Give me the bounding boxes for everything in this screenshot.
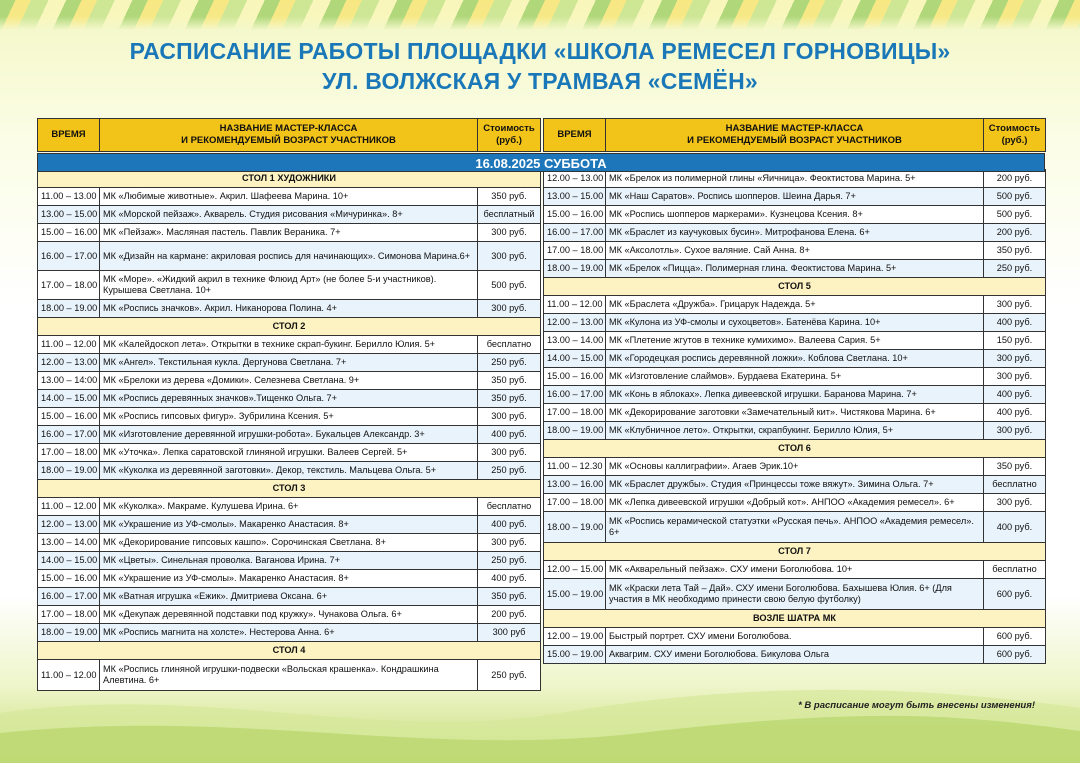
table-row [544, 628, 1046, 646]
table-row [38, 552, 541, 570]
row-cost: 300 руб. [478, 300, 541, 318]
row-class-name: МК «Дизайн на кармане: акриловая роспись для начинающих». Симонова Марина.6+ [100, 242, 478, 271]
section-label: СТОЛ 3 [38, 480, 541, 498]
table-row [544, 386, 1046, 404]
row-class-name: МК «Декорирование гипсовых кашпо». Сорочинская Светлана. 8+ [100, 534, 478, 552]
table-row [38, 390, 541, 408]
title-line-2: УЛ. ВОЛЖСКАЯ У ТРАМВАЯ «СЕМЁН» [322, 68, 758, 94]
page-title [0, 36, 1080, 96]
row-cost: 300 руб. [478, 408, 541, 426]
row-cost: 300 руб. [984, 350, 1046, 368]
row-cost: 350 руб. [478, 188, 541, 206]
row-time: 17.00 – 18.00 [544, 494, 606, 512]
row-class-name: МК «Море». «Жидкий акрил в технике Флюид Арт» (не более 5-и участников). Курышева Светлана. 10+ [100, 271, 478, 300]
row-time: 16.00 – 17.00 [544, 386, 606, 404]
section-row [38, 480, 541, 498]
row-cost: 300 руб. [478, 224, 541, 242]
row-class-name: МК «Куколка». Макраме. Кулушева Ирина. 6+ [100, 498, 478, 516]
section-label: СТОЛ 5 [544, 278, 1046, 296]
row-time: 15.00 – 19.00 [544, 646, 606, 664]
row-cost: 250 руб. [478, 354, 541, 372]
top-decorative-pattern [0, 0, 1080, 30]
table-row [544, 458, 1046, 476]
row-cost: 600 руб. [984, 628, 1046, 646]
row-class-name: МК «Цветы». Синельная проволка. Ваганова Ирина. 7+ [100, 552, 478, 570]
row-class-name: МК «Плетение жгутов в технике кумихимо». Валеева Сария. 5+ [606, 332, 984, 350]
row-time: 14.00 – 15.00 [544, 350, 606, 368]
table-row [544, 476, 1046, 494]
table-row [38, 408, 541, 426]
row-cost: 150 руб. [984, 332, 1046, 350]
row-time: 18.00 – 19.00 [544, 260, 606, 278]
row-class-name: МК «Браслет дружбы». Студия «Принцессы тоже вяжут». Зимина Ольга. 7+ [606, 476, 984, 494]
table-row [38, 372, 541, 390]
row-cost: 300 руб [478, 624, 541, 642]
table-row [38, 242, 541, 271]
section-label: СТОЛ 7 [544, 543, 1046, 561]
row-cost: 500 руб. [984, 188, 1046, 206]
table-row [38, 516, 541, 534]
row-cost: 500 руб. [478, 271, 541, 300]
table-row [38, 300, 541, 318]
row-class-name: МК «Ватная игрушка «Ежик». Дмитриева Оксана. 6+ [100, 588, 478, 606]
row-time: 15.00 – 16.00 [544, 206, 606, 224]
row-class-name: МК «Акварельный пейзаж». СХУ имени Боголюбова. 10+ [606, 561, 984, 579]
row-class-name: Аквагрим. СХУ имени Боголюбова. Бикулова Ольга [606, 646, 984, 664]
row-class-name: МК «Браслет из каучуковых бусин». Митрофанова Елена. 6+ [606, 224, 984, 242]
row-cost: 300 руб. [984, 296, 1046, 314]
table-row [544, 332, 1046, 350]
row-class-name: МК «Конь в яблоках». Лепка дивеевской игрушки. Баранова Марина. 7+ [606, 386, 984, 404]
table-row [38, 606, 541, 624]
row-time: 14.00 – 15.00 [38, 552, 100, 570]
row-time: 12.00 – 13.00 [544, 314, 606, 332]
row-cost: 400 руб. [478, 570, 541, 588]
row-time: 12.00 – 15.00 [544, 561, 606, 579]
row-cost: 400 руб. [984, 314, 1046, 332]
row-cost: 400 руб. [478, 426, 541, 444]
row-cost: 250 руб. [478, 552, 541, 570]
row-time: 15.00 – 16.00 [38, 570, 100, 588]
row-cost: бесплатно [478, 498, 541, 516]
section-label: СТОЛ 6 [544, 440, 1046, 458]
row-cost: 400 руб. [984, 386, 1046, 404]
row-time: 15.00 – 16.00 [544, 368, 606, 386]
table-row [544, 188, 1046, 206]
row-class-name: МК «Уточка». Лепка саратовской глиняной игрушки. Валеев Сергей. 5+ [100, 444, 478, 462]
row-class-name: МК «Клубничное лето». Открытки, скрапбукинг. Берилло Юлия, 5+ [606, 422, 984, 440]
row-cost: 500 руб. [984, 206, 1046, 224]
table-row [38, 426, 541, 444]
row-time: 18.00 – 19.00 [38, 462, 100, 480]
row-class-name: МК «Изготовление деревянной игрушки-робота». Букальцев Александр. 3+ [100, 426, 478, 444]
row-time: 16.00 – 17.00 [38, 588, 100, 606]
table-row [544, 422, 1046, 440]
row-class-name: МК «Лепка дивеевской игрушки «Добрый кот». АНПОО «Академия ремесел». 6+ [606, 494, 984, 512]
table-row [544, 296, 1046, 314]
row-cost: 400 руб. [984, 404, 1046, 422]
row-class-name: МК «Основы каллиграфии». Агаев Эрик.10+ [606, 458, 984, 476]
row-class-name: МК «Роспись шопперов маркерами». Кузнецова Ксения. 8+ [606, 206, 984, 224]
table-row [544, 561, 1046, 579]
table-row [38, 462, 541, 480]
schedule-table-right [543, 118, 1046, 664]
header-name: НАЗВАНИЕ МАСТЕР-КЛАССА И РЕКОМЕНДУЕМЫЙ ВОЗРАСТ УЧАСТНИКОВ [606, 119, 984, 152]
table-row [38, 624, 541, 642]
row-cost: 400 руб. [478, 516, 541, 534]
row-class-name: МК «Морской пейзаж». Акварель. Студия рисования «Мичуринка». 8+ [100, 206, 478, 224]
row-cost: 300 руб. [984, 368, 1046, 386]
row-cost: 200 руб. [984, 224, 1046, 242]
row-time: 18.00 – 19.00 [544, 512, 606, 543]
table-row [38, 336, 541, 354]
row-class-name: МК «Украшение из УФ-смолы». Макаренко Анастасия. 8+ [100, 570, 478, 588]
row-cost: 250 руб. [478, 462, 541, 480]
row-cost: 250 руб. [984, 260, 1046, 278]
table-row [544, 242, 1046, 260]
table-row [38, 588, 541, 606]
table-row [544, 404, 1046, 422]
table-row [544, 512, 1046, 543]
row-time: 17.00 – 18.00 [38, 271, 100, 300]
section-row [544, 543, 1046, 561]
table-row [38, 660, 541, 691]
row-time: 15.00 – 16.00 [38, 224, 100, 242]
row-cost: бесплатно [984, 476, 1046, 494]
row-class-name: МК «Брелок из полимерной глины «Яичница». Феоктистова Марина. 5+ [606, 170, 984, 188]
section-label: ВОЗЛЕ ШАТРА МК [544, 610, 1046, 628]
section-row [544, 440, 1046, 458]
row-cost: 300 руб. [984, 422, 1046, 440]
row-class-name: МК «Любимые животные». Акрил. Шафеева Марина. 10+ [100, 188, 478, 206]
row-class-name: МК «Украшение из УФ-смолы». Макаренко Анастасия. 8+ [100, 516, 478, 534]
header-cost: Стоимость (руб.) [478, 119, 541, 152]
row-time: 17.00 – 18.00 [544, 404, 606, 422]
schedule-left-column [37, 118, 540, 691]
row-time: 12.00 – 13.00 [544, 170, 606, 188]
table-row [38, 570, 541, 588]
row-time: 13.00 – 14:00 [38, 372, 100, 390]
row-time: 11.00 – 12.30 [544, 458, 606, 476]
row-time: 18.00 – 19.00 [544, 422, 606, 440]
table-row [544, 170, 1046, 188]
table-row [38, 206, 541, 224]
row-time: 15.00 – 16.00 [38, 408, 100, 426]
row-cost: 300 руб. [478, 444, 541, 462]
row-cost: бесплатно [984, 561, 1046, 579]
row-time: 18.00 – 19.00 [38, 624, 100, 642]
table-row [38, 498, 541, 516]
row-time: 11.00 – 12.00 [38, 498, 100, 516]
section-row [544, 278, 1046, 296]
table-row [544, 579, 1046, 610]
row-time: 17.00 – 18.00 [544, 242, 606, 260]
row-time: 18.00 – 19.00 [38, 300, 100, 318]
header-time: ВРЕМЯ [544, 119, 606, 152]
row-time: 11.00 – 12.00 [38, 660, 100, 691]
row-class-name: МК «Декорирование заготовки «Замечательный кит». Чистякова Марина. 6+ [606, 404, 984, 422]
table-row [38, 354, 541, 372]
row-class-name: МК «Калейдоскоп лета». Открытки в технике скрап-букинг. Берилло Юлия. 5+ [100, 336, 478, 354]
header-time: ВРЕМЯ [38, 119, 100, 152]
row-class-name: МК «Куколка из деревянной заготовки». Декор, текстиль. Мальцева Ольга. 5+ [100, 462, 478, 480]
row-class-name: МК «Аксолотль». Сухое валяние. Сай Анна. 8+ [606, 242, 984, 260]
schedule-right-column [543, 118, 1045, 664]
row-cost: 350 руб. [478, 390, 541, 408]
row-class-name: МК «Кулона из УФ-смолы и сухоцветов». Батенёва Карина. 10+ [606, 314, 984, 332]
table-row [544, 224, 1046, 242]
table-row [544, 206, 1046, 224]
schedule-rows-right [544, 170, 1046, 664]
row-time: 17.00 – 18.00 [38, 444, 100, 462]
row-time: 13.00 – 14.00 [38, 534, 100, 552]
table-row [38, 534, 541, 552]
date-banner: 16.08.2025 СУББОТА [37, 153, 1045, 172]
row-class-name: МК «Изготовление слаймов». Бурдаева Екатерина. 5+ [606, 368, 984, 386]
row-cost: 300 руб. [478, 534, 541, 552]
row-time: 11.00 – 12.00 [38, 336, 100, 354]
header-cost: Стоимость (руб.) [984, 119, 1046, 152]
table-row [38, 271, 541, 300]
row-class-name: МК «Городецкая роспись деревянной ложки». Коблова Светлана. 10+ [606, 350, 984, 368]
section-row [38, 318, 541, 336]
row-time: 12.00 – 19.00 [544, 628, 606, 646]
row-time: 13.00 – 16.00 [544, 476, 606, 494]
row-class-name: МК «Роспись значков». Акрил. Никанорова Полина. 4+ [100, 300, 478, 318]
section-row [544, 610, 1046, 628]
row-cost: 200 руб. [478, 606, 541, 624]
row-cost: 300 руб. [984, 494, 1046, 512]
row-cost: 350 руб. [984, 458, 1046, 476]
row-time: 15.00 – 19.00 [544, 579, 606, 610]
row-time: 13.00 – 14.00 [544, 332, 606, 350]
row-class-name: МК «Роспись гипсовых фигур». Зубрилина Ксения. 5+ [100, 408, 478, 426]
row-cost: 400 руб. [984, 512, 1046, 543]
row-class-name: МК «Роспись деревянных значков».Тищенко Ольга. 7+ [100, 390, 478, 408]
row-time: 16.00 – 17.00 [544, 224, 606, 242]
row-time: 12.00 – 13.00 [38, 516, 100, 534]
row-cost: бесплатный [478, 206, 541, 224]
table-row [38, 188, 541, 206]
row-class-name: МК «Роспись магнита на холсте». Нестерова Анна. 6+ [100, 624, 478, 642]
footnote: * В расписание могут быть внесены изменения! [798, 700, 1035, 711]
section-label: СТОЛ 2 [38, 318, 541, 336]
row-time: 16.00 – 17.00 [38, 426, 100, 444]
row-class-name: МК «Наш Саратов». Роспись шопперов. Шеина Дарья. 7+ [606, 188, 984, 206]
row-class-name: МК «Браслета «Дружба». Грицарук Надежда. 5+ [606, 296, 984, 314]
row-cost: 250 руб. [478, 660, 541, 691]
table-row [544, 314, 1046, 332]
schedule-table-left [37, 118, 541, 691]
row-cost: 200 руб. [984, 170, 1046, 188]
row-cost: 350 руб. [984, 242, 1046, 260]
schedule-rows-left [38, 170, 541, 691]
row-time: 12.00 – 13.00 [38, 354, 100, 372]
row-class-name: МК «Брелок «Пицца». Полимерная глина. Феоктистова Марина. 5+ [606, 260, 984, 278]
row-class-name: МК «Роспись глиняной игрушки-подвески «Вольская крашенка». Кондрашкина Алевтина. 6+ [100, 660, 478, 691]
row-cost: 300 руб. [478, 242, 541, 271]
row-time: 11.00 – 13.00 [38, 188, 100, 206]
row-class-name: МК «Ангел». Текстильная кукла. Дергунова Светлана. 7+ [100, 354, 478, 372]
table-row [544, 260, 1046, 278]
section-row [38, 642, 541, 660]
table-row [38, 444, 541, 462]
table-row [544, 494, 1046, 512]
table-row [544, 350, 1046, 368]
section-row [38, 170, 541, 188]
row-time: 13.00 – 15.00 [38, 206, 100, 224]
row-cost: 600 руб. [984, 579, 1046, 610]
row-class-name: МК «Брелоки из дерева «Домики». Селезнева Светлана. 9+ [100, 372, 478, 390]
row-class-name: МК «Декупаж деревянной подставки под кружку». Чунакова Ольга. 6+ [100, 606, 478, 624]
header-name: НАЗВАНИЕ МАСТЕР-КЛАССА И РЕКОМЕНДУЕМЫЙ ВОЗРАСТ УЧАСТНИКОВ [100, 119, 478, 152]
table-row [38, 224, 541, 242]
row-class-name: МК «Краски лета Тай – Дай». СХУ имени Боголюбова. Бахышева Юлия. 6+ (Для участия в МК необходимо принести свою белую футболку) [606, 579, 984, 610]
section-label: СТОЛ 1 ХУДОЖНИКИ [38, 170, 541, 188]
row-time: 16.00 – 17.00 [38, 242, 100, 271]
row-cost: 350 руб. [478, 372, 541, 390]
table-row [544, 368, 1046, 386]
row-class-name: МК «Роспись керамической статуэтки «Русская печь». АНПОО «Академия ремесел». 6+ [606, 512, 984, 543]
title-line-1: РАСПИСАНИЕ РАБОТЫ ПЛОЩАДКИ «ШКОЛА РЕМЕСЕЛ ГОРНОВИЦЫ» [129, 38, 951, 64]
section-label: СТОЛ 4 [38, 642, 541, 660]
row-class-name: МК «Пейзаж». Масляная пастель. Павлик Вераника. 7+ [100, 224, 478, 242]
table-row [544, 646, 1046, 664]
row-cost: 350 руб. [478, 588, 541, 606]
row-class-name: Быстрый портрет. СХУ имени Боголюбова. [606, 628, 984, 646]
row-cost: 600 руб. [984, 646, 1046, 664]
row-time: 14.00 – 15.00 [38, 390, 100, 408]
row-cost: бесплатно [478, 336, 541, 354]
row-time: 17.00 – 18.00 [38, 606, 100, 624]
row-time: 11.00 – 12.00 [544, 296, 606, 314]
row-time: 13.00 – 15.00 [544, 188, 606, 206]
